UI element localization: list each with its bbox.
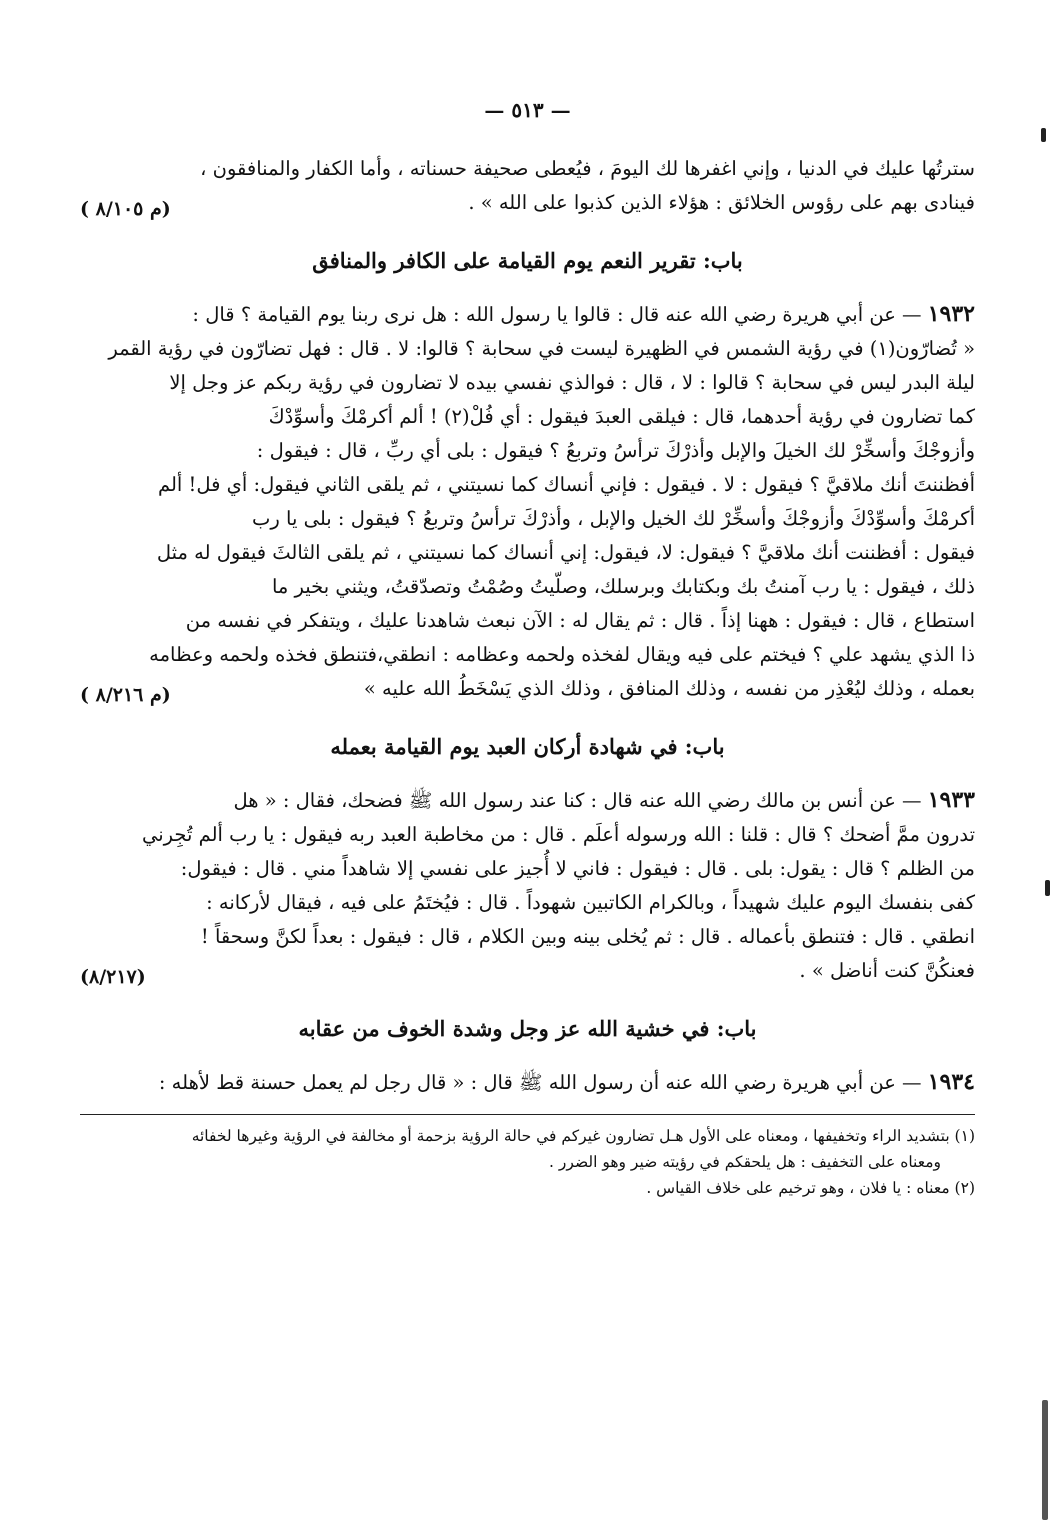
page-number: — ٥١٣ — (484, 98, 571, 122)
footnote-divider (80, 1114, 975, 1115)
text-line: ذا الذي يشهد علي ؟ فيختم على فيه ويقال لفخذه ولحمه وعظامه : انطقي،فتنطق فخذه ولحمه وعظامه (149, 643, 975, 666)
chapter-heading: باب: في خشية الله عز وجل وشدة الخوف من عقابه (298, 1016, 757, 1041)
footnote-1-continuation: ومعناه على التخفيف : هل يلحقكم في رؤيته ضير وهو الضرر . (549, 1153, 941, 1171)
text-line: وأزوجْكَ وأسخِّرْ لك الخيلَ والإبل وأذرْكَ ترأسُ وتربعُ ؟ فيقول : بلى أي ربِّ ، قال : فيقول : (256, 439, 975, 462)
chapter-heading: باب: في شهادة أركان العبد يوم القيامة بعمله (330, 734, 725, 759)
intro-continuation (80, 152, 975, 220)
source-reference: (٨/٢١٧) (80, 966, 146, 988)
scan-edge-mark-middle (1045, 880, 1050, 896)
text-line (80, 1065, 975, 1100)
hadith-number: ١٩٣٢ (927, 301, 975, 327)
scan-edge-mark-top (1041, 128, 1046, 142)
text-span: — عن أنس بن مالك رضي الله عنه قال : كنا عند رسول الله ﷺ فضحك، فقال : « هل (233, 789, 922, 812)
text-line: « تُضارّون(١) في رؤية الشمس في الظهيرة ليست في سحابة ؟ قالوا: لا . قال : فهل تضارّون في رؤية القمر (108, 337, 975, 360)
text-line (80, 297, 975, 332)
hadith-number: ١٩٣٣ (927, 787, 975, 813)
hadith-1934 (80, 1065, 975, 1100)
text-line: أفظننتَ أنك ملاقيَّ ؟ فيقول : لا . فيقول : فإني أنساك كما نسيتني ، ثم يلقى الثاني فيقول: أي فل! ألم (157, 473, 975, 496)
text-line: سترتُها عليك في الدنيا ، وإني اغفرها لك اليومَ ، فيُعطى صحيفة حسناته ، وأما الكفار والمنافقون ، (200, 157, 975, 180)
scan-edge-mark-bottom (1042, 1400, 1048, 1520)
chapter-heading: باب: تقرير النعم يوم القيامة على الكافر والمنافق (312, 248, 743, 273)
footnote-2: (٢) معناه : يا فلان ، وهو ترخيم على خلاف القياس . (646, 1179, 975, 1197)
text-line: ليلة البدر ليس في سحابة ؟ قالوا : لا ، قال : فوالذي نفسي بيده لا تضارون في رؤية ربكم عز وجل إلا (169, 371, 975, 394)
text-line: كفى بنفسك اليوم عليك شهيداً ، وبالكرام الكاتبين شهوداً . قال : فيُختَمُ على فيه ، فيقال لأركانه : (206, 891, 975, 914)
text-line: استطاع ، قال : فيقول : ههنا إذاً . قال : ثم يقال له : الآن نبعث شاهدنا عليك ، ويتفكر في نفسه من (185, 609, 975, 632)
text-line: فعنكُنَّ كنت أناضل » . (799, 959, 975, 982)
text-line: ذلك ، فيقول : يا رب آمنتُ بك وبكتابك وبرسلك، وصلّيتُ وصُمْتُ وتصدّقتُ، ويثني بخير ما (271, 575, 975, 598)
text-line: كما تضارون في رؤية أحدهما، قال : فيلقى العبدَ فيقول : أي فُلْ(٢) ! ألم أكرمْكَ وأسوِّدْكَ (268, 405, 975, 428)
hadith-number: ١٩٣٤ (927, 1069, 975, 1095)
text-span: — عن أبي هريرة رضي الله عنه أن رسول الله ﷺ قال : « قال رجل لم يعمل حسنة قط لأهله : (158, 1071, 922, 1094)
text-line (80, 783, 975, 818)
text-line: انطقي . قال : فتنطق بأعماله . قال : ثم يُخلى بينه وبين الكلام ، قال : فيقول : بعداً لكنَّ وسحقاً ! (200, 925, 975, 948)
text-line: من الظلم ؟ قال : يقول: بلى . قال : فيقول : فاني لا أُجيز على نفسي إلا شاهداً مني . قال : فيقول: (180, 857, 975, 880)
hadith-1932 (80, 297, 975, 706)
text-line: فينادى بهم على رؤوس الخلائق : هؤلاء الذين كذبوا على الله » . (468, 191, 975, 214)
text-line: أكرمْكَ وأسوِّدْكَ وأزوجْكَ وأسخِّرْ لك الخيل والإبل ، وأذرْكَ ترأسُ وتربعُ ؟ فيقول : بلى يا رب (252, 507, 975, 530)
text-line: تدرون ممَّ أضحك ؟ قال : قلنا : الله ورسوله أعلَم . قال : من مخاطبة العبد ربه فيقول : يا رب ألم تُجِرني (141, 823, 975, 846)
source-reference: ( م ٨/١٠٥) (80, 198, 171, 220)
text-span: — عن أبي هريرة رضي الله عنه قال : قالوا يا رسول الله : هل نرى ربنا يوم القيامة ؟ قال : (192, 303, 922, 326)
text-line: فيقول : أفظننت أنك ملاقيَّ ؟ فيقول: لا، فيقول: إني أنساك كما نسيتني ، ثم يلقى الثالثَ فيقول له مثل (156, 541, 975, 564)
source-reference: ( م ٨/٢١٦) (80, 684, 171, 706)
text-line: بعمله ، وذلك ليُعْذِر من نفسه ، وذلك المنافق ، وذلك الذي يَسْخَطُ الله عليه » (363, 677, 975, 700)
hadith-1933 (80, 783, 975, 988)
footnotes (80, 1123, 975, 1201)
book-page (80, 90, 975, 1201)
footnote-1: (١) بتشديد الراء وتخفيفها ، ومعناه على الأول هـل تضارون غيركم في حالة الرؤية بزحمة أو مخالفة في الرؤية وغيرها لخفائه (191, 1127, 975, 1145)
